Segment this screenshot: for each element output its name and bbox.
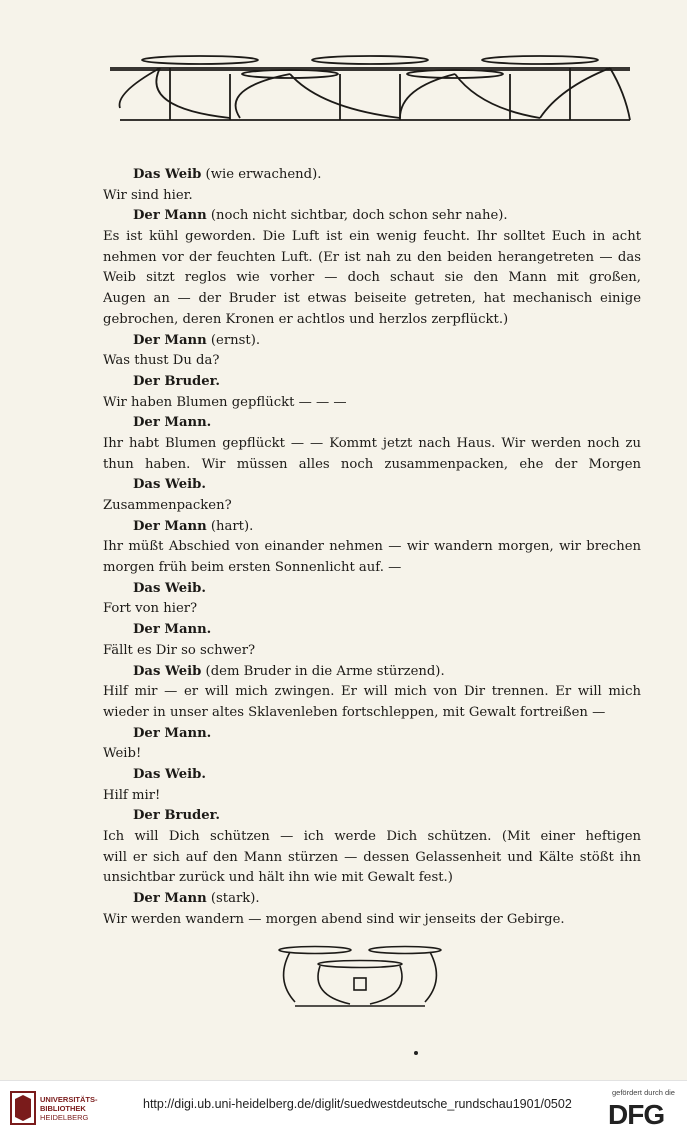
speaker-line <box>103 165 641 186</box>
university-library-logo-icon <box>10 1091 36 1125</box>
text-line: will er sich auf den Mann stürzen — dessen Gelassenheit und Kälte stößt ihn <box>103 849 641 865</box>
speaker-line <box>103 517 641 538</box>
text-line: Fällt es Dir so schwer? <box>103 642 256 658</box>
speaker-name: Das Weib. <box>133 477 206 493</box>
speaker-name: Der Bruder. <box>133 373 220 389</box>
text-line: wieder in unser altes Sklavenleben fortschleppen, mit Gewalt fortreißen — <box>103 704 606 720</box>
speaker-line <box>103 372 641 393</box>
page-dot <box>414 1051 418 1055</box>
speaker-name: Der Mann <box>133 332 207 348</box>
speaker-name: Der Mann. <box>133 725 212 741</box>
text-line: morgen früh beim ersten Sonnenlicht auf. — <box>103 560 402 576</box>
text-line: Hilf mir! <box>103 787 161 803</box>
text-line: Fort von hier? <box>103 601 198 617</box>
speaker-name: Das Weib. <box>133 766 206 782</box>
speaker-line <box>103 889 641 910</box>
speaker-name: Der Mann. <box>133 622 212 638</box>
stage-direction: (noch nicht sichtbar, doch schon sehr nahe). <box>206 208 508 224</box>
text-line: gebrochen, deren Kronen er achtlos und herzlos zerpflückt.) <box>103 311 509 327</box>
text-line: Was thust Du da? <box>103 353 220 369</box>
speaker-line <box>103 724 641 745</box>
play-text <box>103 165 641 930</box>
top-ornament <box>100 48 640 128</box>
speaker-line <box>103 806 641 827</box>
speaker-name: Der Mann <box>133 518 207 534</box>
speaker-name: Der Bruder. <box>133 808 220 824</box>
text-line: Es ist kühl geworden. Die Luft ist ein wenig feucht. Ihr solltet Euch in acht <box>103 229 641 245</box>
text-line: unsichtbar zurück und hält ihn wie mit Gewalt fest.) <box>103 870 453 886</box>
speaker-name: Das Weib <box>133 167 202 182</box>
text-line: thun haben. Wir müssen alles noch zusammenpacken, ehe der Morgen <box>103 456 641 472</box>
text-line: Ich will Dich schützen — ich werde Dich schützen. (Mit einer heftigen <box>103 829 641 844</box>
speaker-name: Der Mann <box>133 891 207 907</box>
text-line: Wir werden wandern — morgen abend sind wir jenseits der Gebirge. <box>103 911 565 927</box>
speaker-name: Der Mann <box>133 208 207 224</box>
text-line: nehmen vor der feuchten Luft. (Er ist nah zu den beiden herangetreten — das <box>103 249 641 265</box>
stage-direction: (dem Bruder in die Arme stürzend). <box>201 663 445 679</box>
text-line: Weib sitzt reglos wie vorher — doch schaut sie den Mann mit großen, <box>103 270 641 286</box>
text-line: Weib! <box>103 746 142 762</box>
funded-by-label: gefördert durch die <box>612 1088 675 1097</box>
text-line: Hilf mir — er will mich zwingen. Er will mich von Dir trennen. Er will mich <box>103 684 641 700</box>
speaker-line <box>103 765 641 786</box>
stage-direction: (stark). <box>206 891 260 907</box>
speaker-name: Das Weib <box>133 663 202 679</box>
text-line: Wir haben Blumen gepflückt — — — <box>103 394 347 410</box>
stage-direction: (ernst). <box>206 332 261 348</box>
footer-bar <box>0 1080 687 1134</box>
speaker-line <box>103 620 641 641</box>
bottom-ornament <box>270 940 450 1015</box>
permalink-url[interactable]: http://digi.ub.uni-heidelberg.de/diglit/suedwestdeutsche_rundschau1901/0502 <box>143 1097 572 1111</box>
stage-direction: (wie erwachend). <box>201 167 322 182</box>
speaker-name: Das Weib. <box>133 580 206 596</box>
speaker-line <box>103 662 641 683</box>
stage-direction: (hart). <box>206 518 254 534</box>
speaker-name: Der Mann. <box>133 415 212 431</box>
speaker-line <box>103 579 641 600</box>
library-name <box>40 1095 98 1122</box>
text-line: Ihr müßt Abschied von einander nehmen — wir wandern morgen, wir brechen <box>103 539 641 555</box>
text-line: Ihr habt Blumen gepflückt — — Kommt jetzt nach Haus. Wir werden noch zu <box>103 435 641 451</box>
library-line-3: HEIDELBERG <box>40 1113 89 1122</box>
speaker-line <box>103 413 641 434</box>
dfg-logo: DFG <box>608 1099 665 1130</box>
speaker-line <box>103 206 641 227</box>
library-line-2: BIBLIOTHEK <box>40 1104 86 1113</box>
text-line: Augen an — der Bruder ist etwas beiseite getreten, hat mechanisch einige <box>103 291 641 307</box>
speaker-line <box>103 475 641 496</box>
text-line: Wir sind hier. <box>103 187 193 203</box>
speaker-line <box>103 331 641 352</box>
library-line-1: UNIVERSITÄTS- <box>40 1095 98 1104</box>
text-line: Zusammenpacken? <box>103 498 232 513</box>
